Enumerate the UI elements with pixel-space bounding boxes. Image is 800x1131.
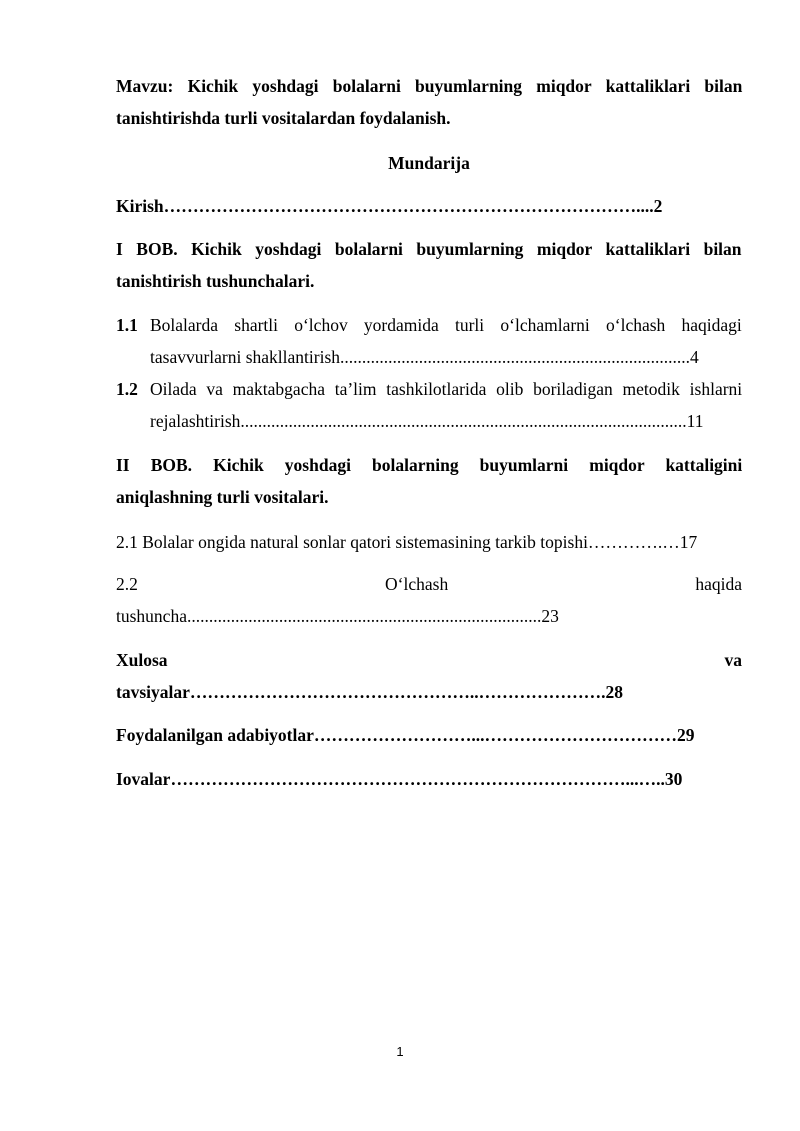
bob1-line-2: tanishtirish tushunchalari.	[116, 271, 315, 291]
topic-title-continued	[116, 102, 742, 134]
item-1-2-line-1: Oilada va maktabgacha ta’lim tashkilotlarida olib boriladigan metodik ishlarni	[150, 379, 743, 399]
item-1-2-number: 1.2	[116, 379, 138, 399]
toc-entry-kirish	[116, 190, 742, 222]
xulosa-word-1: Xulosa	[116, 650, 168, 670]
item-2-1-text: 2.1 Bolalar ongida natural sonlar qatori sistemasining tarkib topishi………….…17	[116, 532, 698, 552]
item-2-2-line-2: tushuncha.................................................................................23	[116, 606, 559, 626]
toc-entry-2-2-continued	[116, 600, 742, 632]
bob2-line-1: II BOB. Kichik yoshdagi bolalarning buyumlarni miqdor kattaligini	[116, 455, 743, 475]
toc-entry-xulosa-continued	[116, 676, 742, 708]
topic-title	[116, 70, 742, 102]
page-number: 1	[396, 1044, 404, 1059]
item-1-1-line-2: tasavvurlarni shakllantirish................................................................................4	[150, 347, 699, 367]
kirish-text: Kirish………………………………………………………………………....2	[116, 196, 663, 216]
toc-entry-adabiyotlar	[116, 719, 742, 751]
item-2-2-word-2: haqida	[695, 574, 742, 594]
topic-line-1: Mavzu: Kichik yoshdagi bolalarni buyumlarning miqdor kattaliklari bilan	[116, 76, 743, 96]
xulosa-line-2: tavsiyalar…………………………………………..………………….28	[116, 682, 624, 702]
item-1-1-line-1-wrap	[150, 309, 742, 341]
topic-line-2: tanishtirishda turli vositalardan foydalanish.	[116, 108, 451, 128]
adabiyotlar-text: Foydalanilgan adabiyotlar………………………...……………………………29	[116, 725, 695, 745]
toc-entry-bob1	[116, 233, 742, 265]
item-1-1-line-1: Bolalarda shartli o‘lchov yordamida turli o‘lchamlarni o‘lchash haqidagi	[150, 315, 742, 335]
bob1-line-1: I BOB. Kichik yoshdagi bolalarni buyumlarning miqdor kattaliklari bilan	[116, 239, 742, 259]
toc-entry-2-2	[116, 568, 742, 600]
toc-entry-bob1-continued	[116, 265, 742, 297]
toc-heading-text: Mundarija	[388, 153, 470, 173]
document-page	[116, 0, 742, 1131]
item-1-1-number: 1.1	[116, 315, 138, 335]
item-1-2-line-1-wrap	[150, 373, 742, 405]
toc-entry-1-2	[116, 373, 742, 437]
toc-entry-xulosa	[116, 644, 742, 676]
toc-entry-bob2	[116, 449, 742, 481]
iovalar-text: Iovalar……………………………………………………………………...…..30	[116, 769, 683, 789]
xulosa-word-2: va	[724, 650, 742, 670]
toc-entry-iovalar	[116, 763, 742, 795]
toc-entry-1-1	[116, 309, 742, 373]
item-2-2-number: 2.2	[116, 574, 138, 594]
item-1-1-line-2-wrap	[150, 341, 742, 373]
item-1-2-line-2-wrap	[150, 405, 742, 437]
item-2-2-word-1: O‘lchash	[385, 574, 449, 594]
item-1-2-line-2: rejalashtirish......................................................................................................11	[150, 411, 704, 431]
toc-entry-bob2-continued	[116, 481, 742, 513]
toc-heading	[116, 147, 742, 179]
toc-entry-2-1	[116, 526, 742, 558]
bob2-line-2: aniqlashning turli vositalari.	[116, 487, 329, 507]
